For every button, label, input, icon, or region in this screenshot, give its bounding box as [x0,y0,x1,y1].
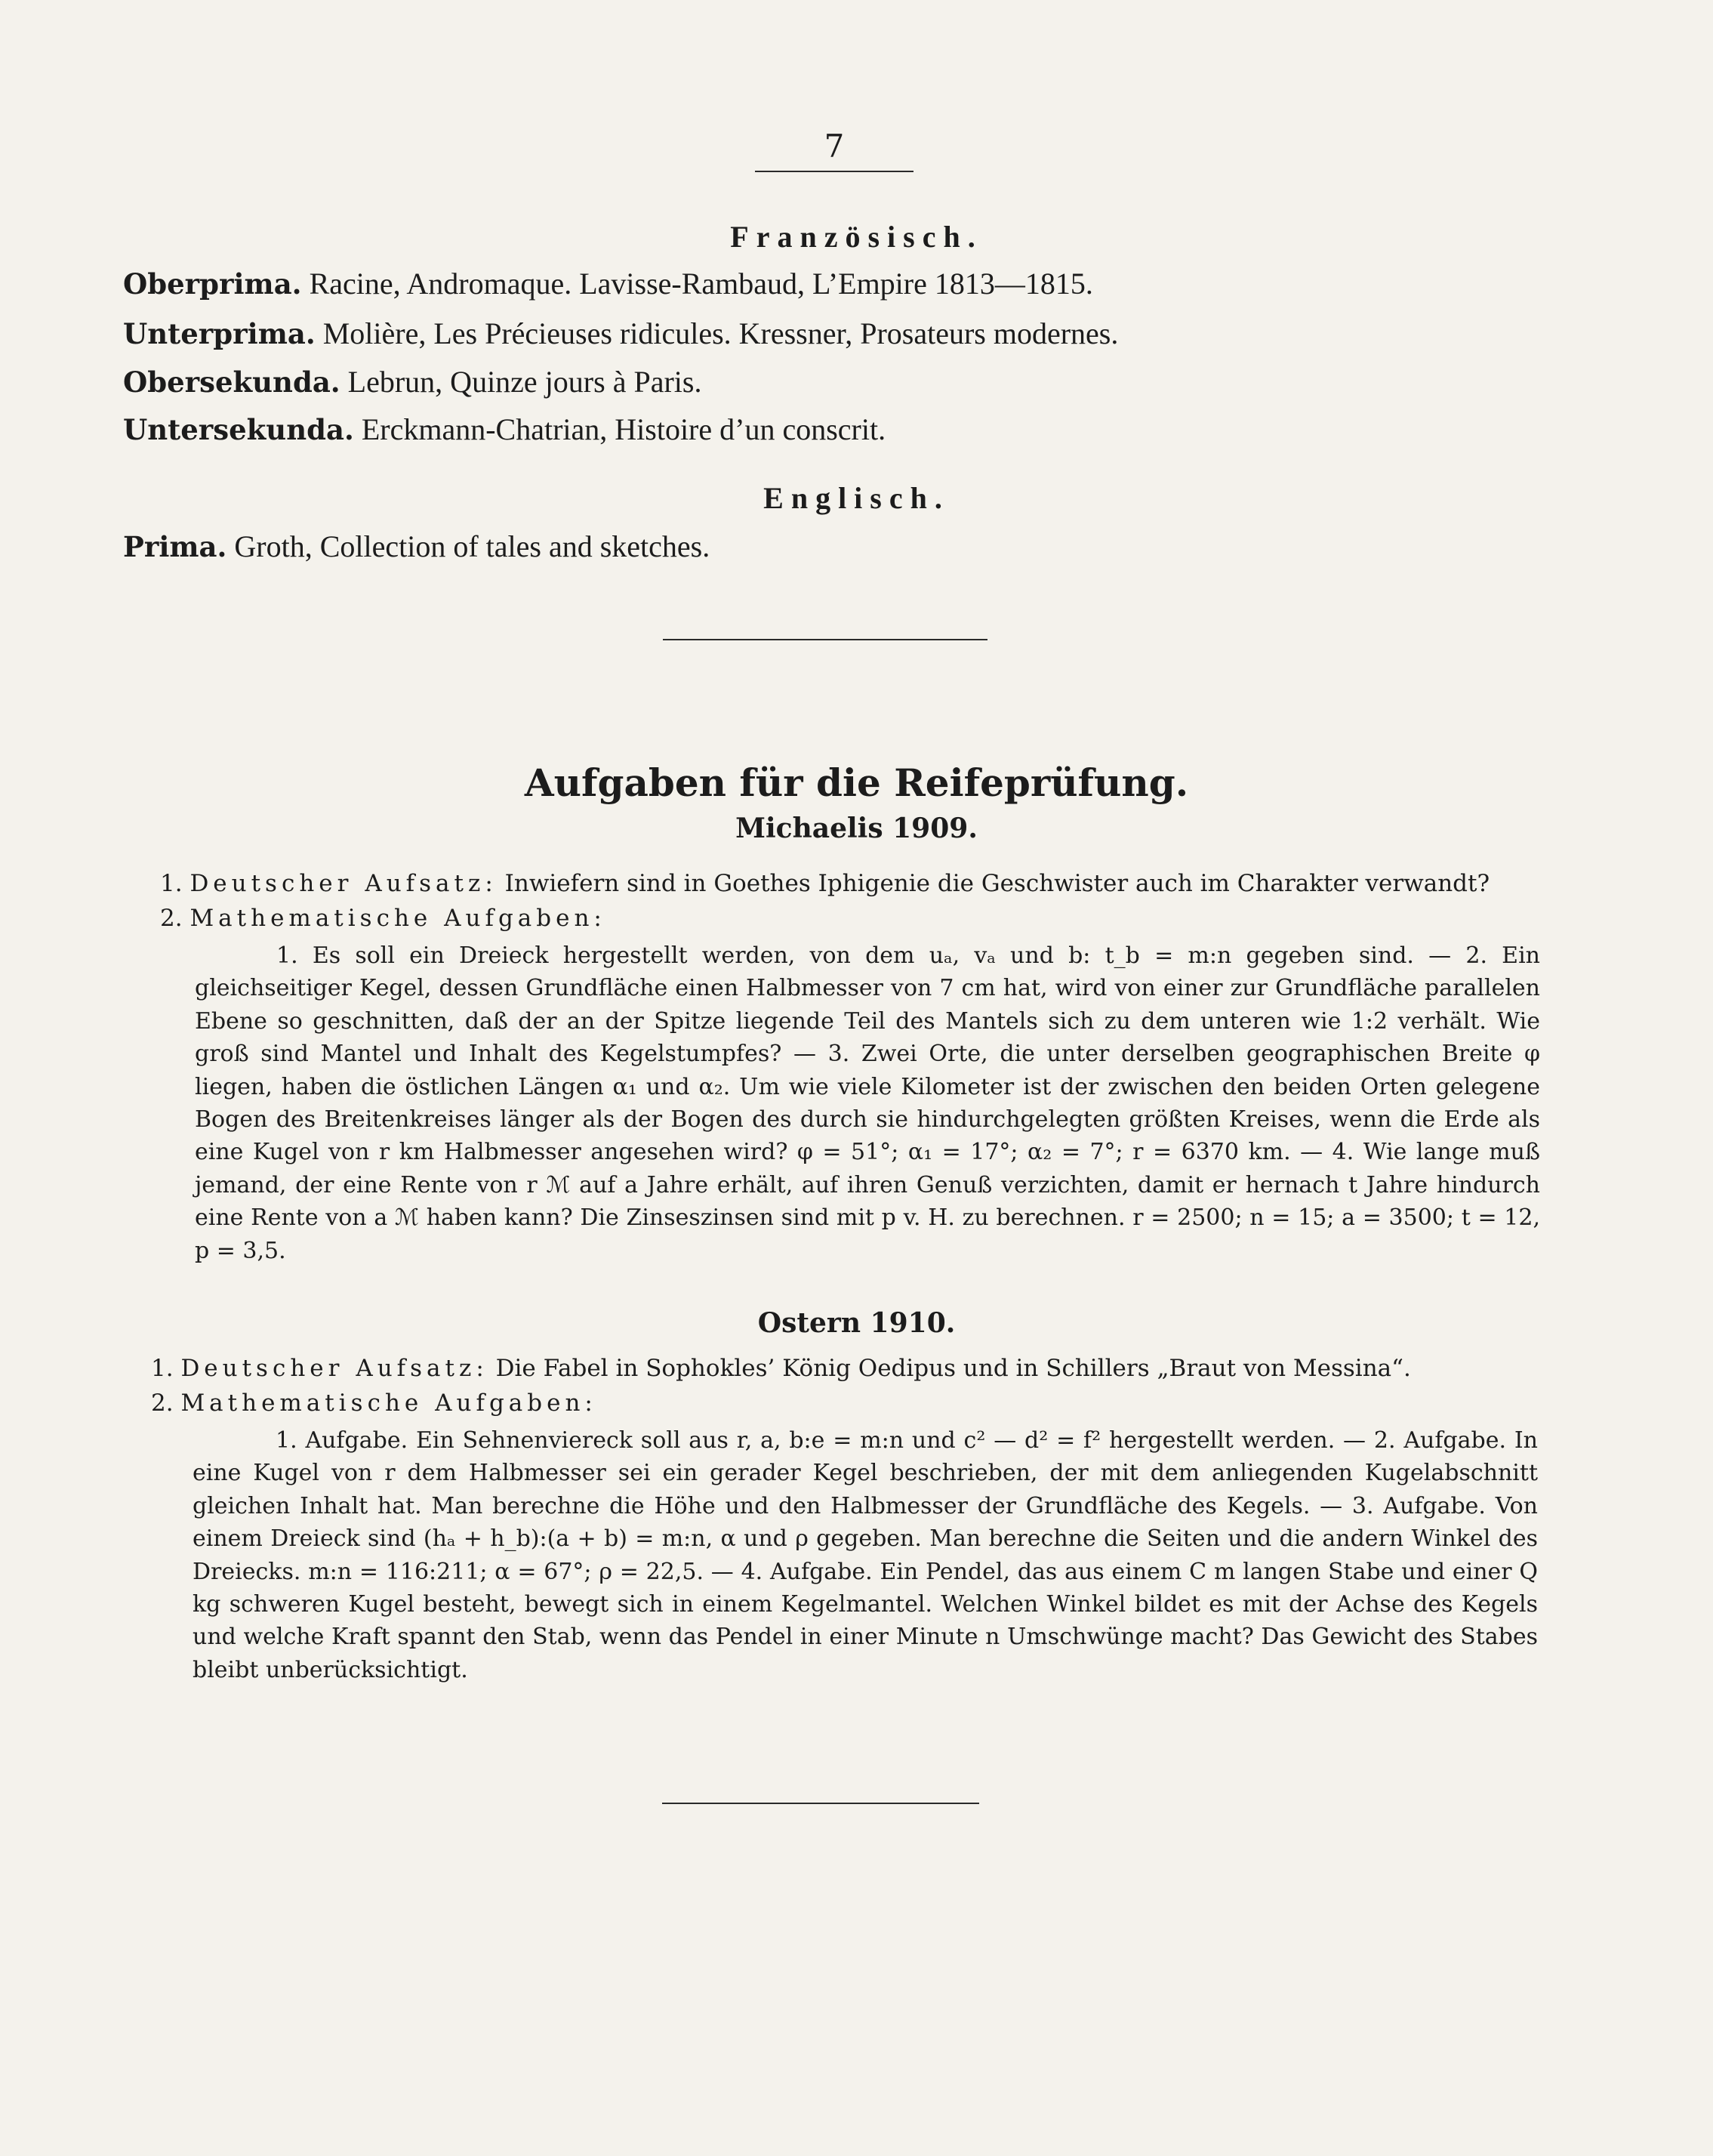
french-row [123,266,1093,302]
english-row [123,529,710,565]
grade-label: Oberprima. [123,267,302,301]
item-number: 2. [151,1390,174,1417]
french-heading: Französisch. [730,220,983,254]
item-label: Mathematische Aufgaben: [180,1390,597,1417]
michaelis-item-1 [160,868,1490,899]
english-heading: Englisch. [763,481,950,515]
french-row [123,412,886,448]
item-text: Die Fabel in Sophokles’ König Oedipus und in Schillers „Braut von Messina“. [495,1355,1411,1382]
exam-title: Aufgaben für die Reifeprüfung. [524,760,1189,805]
item-number: 1. [160,870,183,897]
end-rule [662,1803,979,1804]
reading-text: Racine, Andromaque. Lavisse-Rambaud, L’Empire 1813—1815. [309,267,1093,301]
page-number-rule [755,171,913,172]
item-number: 2. [160,905,183,932]
reading-text: Erckmann-Chatrian, Histoire d’un conscrit. [361,412,886,446]
ostern-math-problems: 1. Aufgabe. Ein Sehnenviereck soll aus r, a, b:e = m:n und c² — d² = f² hergestellt werden. — 2. Aufgabe. In eine Kugel von r dem Halbmesser sei ein gerader Kegel beschrieben, der mit dem anliegenden Kugelabschnitt gleichen Inhalt hat. Man berechne die Höhe und den Halbmesser der Grundfläche des Kegels. — 3. Aufgabe. Von einem Dreieck sind (hₐ + h_b):(a + b) = m:n, α und ρ gegeben. Man berechne die Seiten und die andern Winkel des Dreiecks. m:n = 116:211; α = 67°; ρ = 22,5. — 4. Aufgabe. Ein Pendel, das aus einem C m langen Stabe und einer Q kg schweren Kugel besteht, bewegt sich in einem Kegelmantel. Welchen Winkel bildet es mit der Achse des Kegels und welche Kraft spannt den Stab, wenn das Pendel in einer Minute n Umschwünge macht? Das Gewicht des Stabes bleibt unberücksichtigt. [193,1427,1538,1683]
item-label: Mathematische Aufgaben: [189,905,606,932]
grade-label: Unterprima. [123,317,316,350]
grade-label: Obersekunda. [123,366,340,399]
ostern-item-2 [151,1388,597,1418]
michaelis-math-problems: 1. Es soll ein Dreieck hergestellt werden, von dem uₐ, vₐ und b: t_b = m:n gegeben sind. — 2. Ein gleichseitiger Kegel, dessen Grundfläche einen Halbmesser von 7 cm hat, wird von einer zur Grundfläche parallelen Ebene so geschnitten, daß der an der Spitze liegende Teil des Mantels sich zu dem unteren wie 1:2 verhält. Wie groß sind Mantel und Inhalt des Kegelstumpfes? — 3. Zwei Orte, die unter derselben geographischen Breite φ liegen, haben die östlichen Längen α₁ und α₂. Um wie viele Kilometer ist der zwischen den beiden Orten gelegene Bogen des Breitenkreises länger als der Bogen des durch sie hindurchgelegten größten Kreises, wenn die Erde als eine Kugel von r km Halbmesser angesehen wird? φ = 51°; α₁ = 17°; α₂ = 7°; r = 6370 km. — 4. Wie lange muß jemand, der eine Rente von r ℳ auf a Jahre erhält, auf ihren Genuß verzichten, damit er hernach t Jahre hindurch eine Rente von a ℳ haben kann? Die Zinseszinsen sind mit p v. H. zu berechnen. r = 2500; n = 15; a = 3500; t = 12, p = 3,5. [195,942,1540,1264]
section-divider [663,639,987,640]
grade-label: Untersekunda. [123,413,354,446]
page-number: 7 [824,128,845,165]
item-number: 1. [151,1355,174,1382]
michaelis-heading: Michaelis 1909. [735,813,978,844]
french-row [123,316,1118,352]
ostern-item-1 [151,1353,1411,1383]
reading-text: Groth, Collection of tales and sketches. [234,529,710,563]
reading-text: Lebrun, Quinze jours à Paris. [347,365,702,399]
item-label: Deutscher Aufsatz: [189,870,498,897]
michaelis-item-2 [160,903,606,933]
french-row [123,364,701,400]
reading-text: Molière, Les Précieuses ridicules. Kressner, Prosateurs modernes. [322,316,1119,350]
item-text: Inwiefern sind in Goethes Iphigenie die Geschwister auch im Charakter verwandt? [504,870,1490,897]
ostern-heading: Ostern 1910. [757,1307,956,1339]
item-label: Deutscher Aufsatz: [180,1355,488,1382]
grade-label: Prima. [123,530,227,563]
